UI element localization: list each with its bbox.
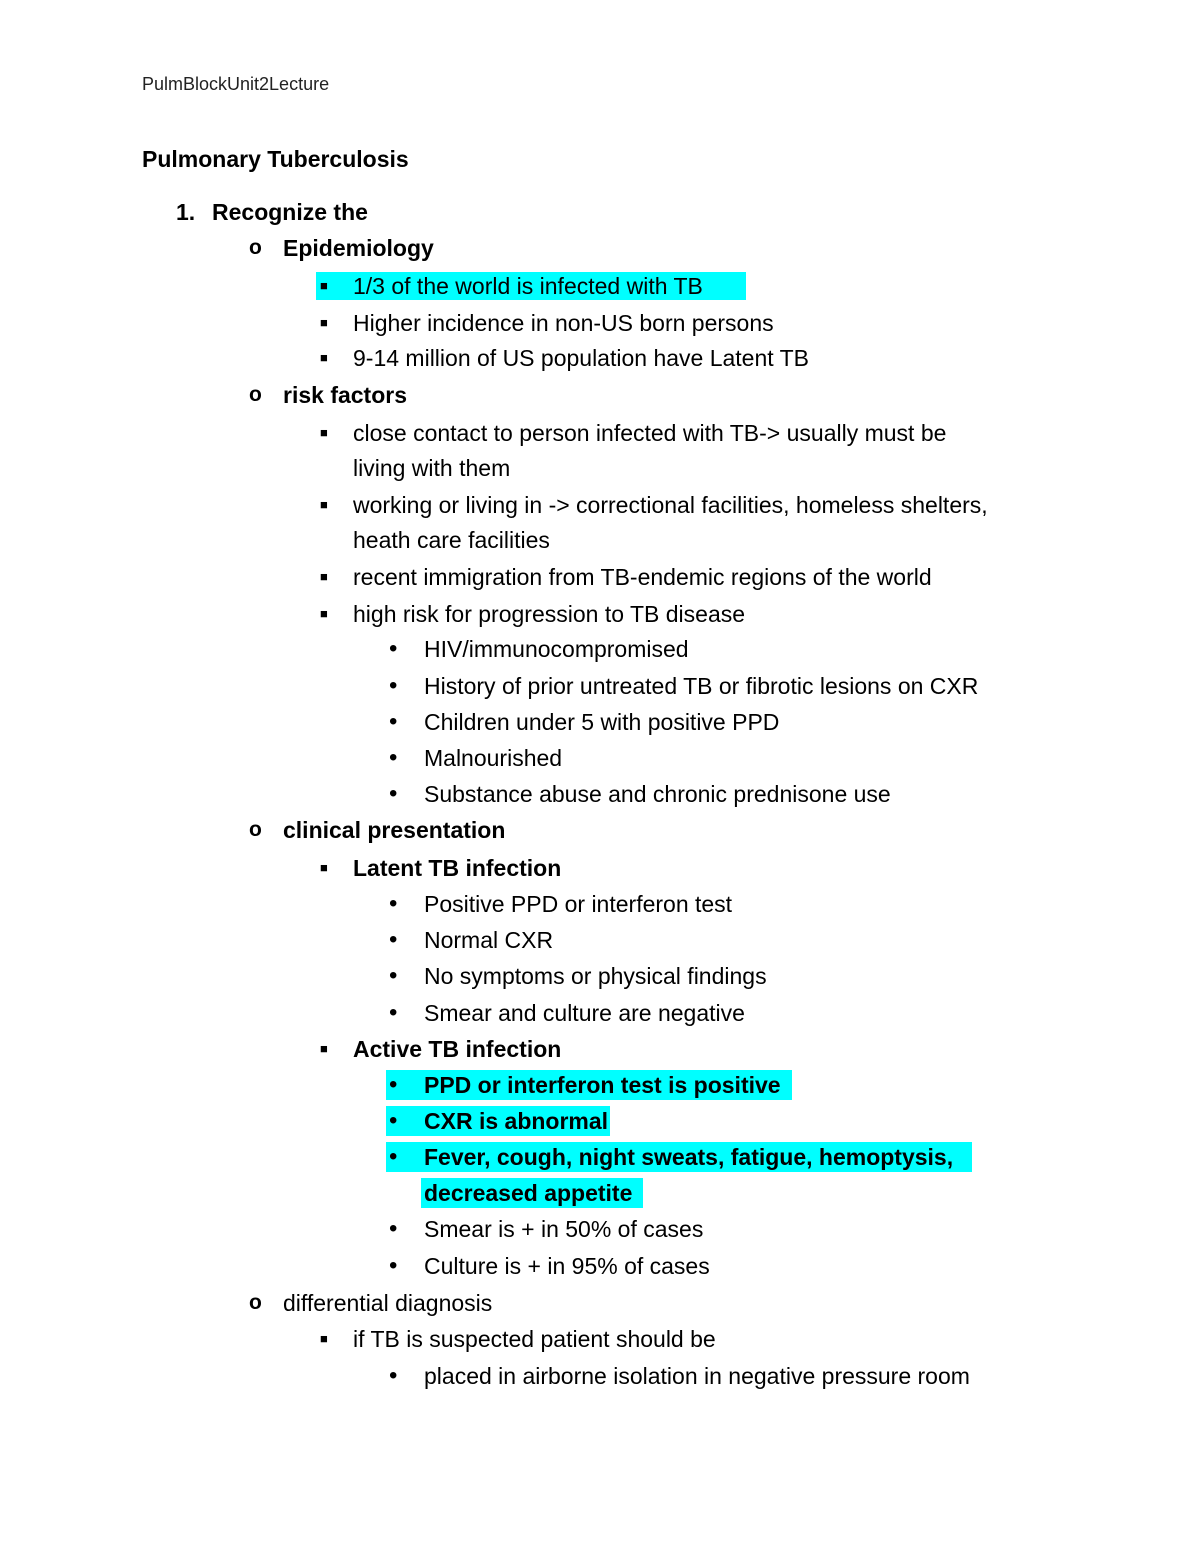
dot-bullet-icon: • xyxy=(389,1362,398,1389)
square-bullet-icon: ■ xyxy=(320,1041,328,1056)
list-item: recent immigration from TB-endemic regions of the world xyxy=(353,564,932,590)
dot-bullet-icon: • xyxy=(389,1107,398,1134)
subheading-risk-factors: risk factors xyxy=(283,382,408,408)
section-heading: Recognize the xyxy=(212,199,368,225)
square-bullet-icon: ■ xyxy=(320,350,328,365)
list-item: Malnourished xyxy=(424,745,563,771)
list-number: 1. xyxy=(176,199,196,225)
dot-bullet-icon: • xyxy=(389,999,398,1026)
dot-bullet-icon: • xyxy=(389,926,398,953)
square-bullet-icon: ■ xyxy=(320,569,328,584)
list-item: placed in airborne isolation in negative pressure room xyxy=(424,1363,970,1389)
subheading-epidemiology: Epidemiology xyxy=(283,235,434,261)
list-item: HIV/immunocompromised xyxy=(424,636,689,662)
list-item-continuation: living with them xyxy=(353,455,511,481)
list-item: Positive PPD or interferon test xyxy=(424,891,733,917)
list-item: Higher incidence in non-US born persons xyxy=(353,310,774,336)
list-item-continuation: decreased appetite xyxy=(424,1180,633,1206)
dot-bullet-icon: • xyxy=(389,890,398,917)
dot-bullet-icon: • xyxy=(389,1143,398,1170)
circle-bullet-icon: o xyxy=(249,383,262,406)
square-bullet-icon: ■ xyxy=(320,425,328,440)
list-item: close contact to person infected with TB-> usually must be xyxy=(353,420,947,446)
dot-bullet-icon: • xyxy=(389,1071,398,1098)
list-item: high risk for progression to TB disease xyxy=(353,601,746,627)
list-item: Substance abuse and chronic prednisone use xyxy=(424,781,891,807)
circle-bullet-icon: o xyxy=(249,236,262,259)
document-title: Pulmonary Tuberculosis xyxy=(142,146,409,172)
list-item: if TB is suspected patient should be xyxy=(353,1326,716,1352)
square-bullet-icon: ■ xyxy=(320,278,328,293)
dot-bullet-icon: • xyxy=(389,708,398,735)
subheading-differential-diagnosis: differential diagnosis xyxy=(283,1290,493,1316)
list-item: Culture is + in 95% of cases xyxy=(424,1253,710,1279)
list-item: Smear and culture are negative xyxy=(424,1000,745,1026)
list-item: Smear is + in 50% of cases xyxy=(424,1216,704,1242)
square-bullet-icon: ■ xyxy=(320,315,328,330)
list-item: Fever, cough, night sweats, fatigue, hemoptysis, xyxy=(424,1144,954,1170)
list-item: Children under 5 with positive PPD xyxy=(424,709,780,735)
dot-bullet-icon: • xyxy=(389,1215,398,1242)
page-header: PulmBlockUnit2Lecture xyxy=(142,74,330,94)
list-item: working or living in -> correctional facilities, homeless shelters, xyxy=(353,492,988,518)
dot-bullet-icon: • xyxy=(389,1252,398,1279)
dot-bullet-icon: • xyxy=(389,780,398,807)
subheading-latent-tb: Latent TB infection xyxy=(353,855,562,881)
list-item: CXR is abnormal xyxy=(424,1108,609,1134)
list-item: 1/3 of the world is infected with TB xyxy=(353,273,703,299)
list-item: History of prior untreated TB or fibrotic lesions on CXR xyxy=(424,673,979,699)
dot-bullet-icon: • xyxy=(389,672,398,699)
list-item: 9-14 million of US population have Latent TB xyxy=(353,345,810,371)
subheading-active-tb: Active TB infection xyxy=(353,1036,562,1062)
square-bullet-icon: ■ xyxy=(320,1331,328,1346)
dot-bullet-icon: • xyxy=(389,635,398,662)
dot-bullet-icon: • xyxy=(389,744,398,771)
subheading-clinical-presentation: clinical presentation xyxy=(283,817,506,843)
dot-bullet-icon: • xyxy=(389,962,398,989)
circle-bullet-icon: o xyxy=(249,1291,262,1314)
list-item: No symptoms or physical findings xyxy=(424,963,767,989)
square-bullet-icon: ■ xyxy=(320,860,328,875)
list-item: PPD or interferon test is positive xyxy=(424,1072,781,1098)
circle-bullet-icon: o xyxy=(249,818,262,841)
square-bullet-icon: ■ xyxy=(320,606,328,621)
list-item-continuation: heath care facilities xyxy=(353,527,550,553)
square-bullet-icon: ■ xyxy=(320,497,328,512)
list-item: Normal CXR xyxy=(424,927,554,953)
